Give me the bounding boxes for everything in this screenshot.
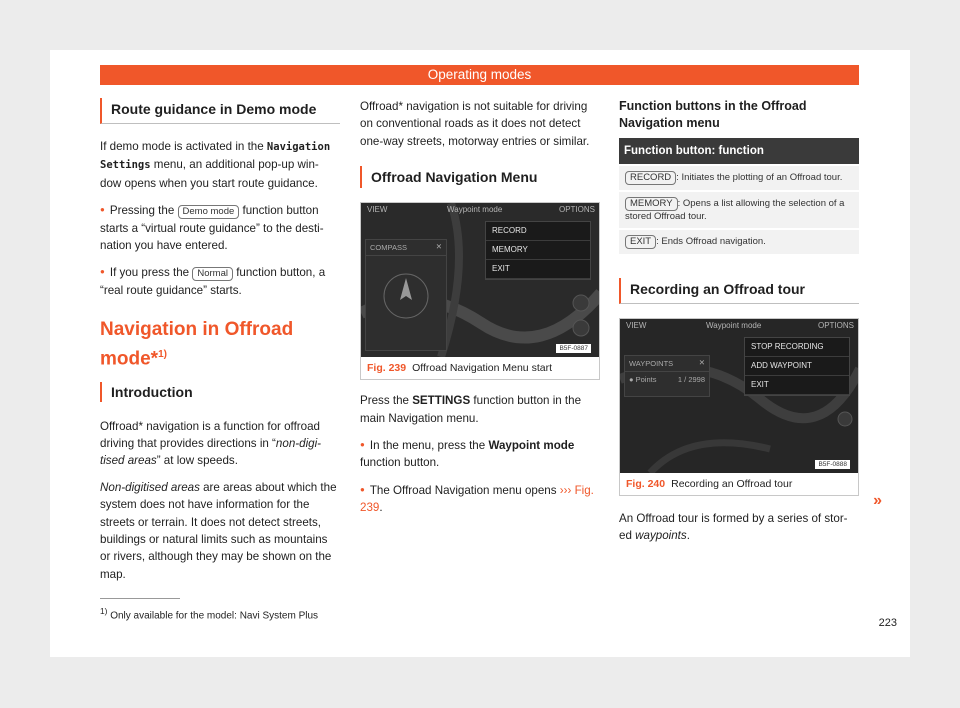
text: If demo mode is activated in the bbox=[100, 140, 267, 153]
column-left bbox=[100, 98, 340, 592]
points-row: ● Points 1 / 2998 bbox=[629, 375, 705, 384]
paragraph bbox=[100, 418, 340, 470]
bullet-item bbox=[100, 263, 340, 299]
text: function button, a “real route guidance” starts. bbox=[100, 266, 326, 297]
figure-caption bbox=[620, 473, 858, 495]
figure-link[interactable]: ››› Fig. 239 bbox=[360, 483, 594, 515]
caption-text: Recording an Offroad tour bbox=[671, 478, 793, 490]
text: . bbox=[686, 529, 690, 543]
demo-mode-key: Demo mode bbox=[178, 205, 240, 219]
footnote-ref: 1) bbox=[158, 349, 167, 361]
table-row bbox=[619, 192, 859, 228]
options-label: OPTIONS bbox=[558, 205, 595, 215]
points-count: 1 / 2998 bbox=[677, 375, 705, 384]
column-right bbox=[619, 98, 859, 554]
stop-recording-item: STOP RECORDING bbox=[745, 338, 849, 357]
waypoints-panel bbox=[624, 355, 710, 397]
text: Offroad* navigation is a function for offroad driving that provides directions in “ bbox=[100, 419, 320, 450]
footnote-text: Only available for the model: Navi System Plus bbox=[110, 610, 319, 622]
text: An Offroad tour is formed by a series of stor-ed bbox=[619, 512, 848, 543]
figure-caption bbox=[361, 357, 599, 379]
function-table bbox=[619, 138, 859, 254]
record-menu-item: RECORD bbox=[486, 222, 590, 241]
continued-marker: » bbox=[873, 492, 882, 509]
view-label: VIEW bbox=[626, 321, 647, 330]
italic-term: waypoints bbox=[635, 529, 687, 543]
image-code: B5F-0887 bbox=[556, 344, 591, 353]
italic-term: non-digi-tised areas bbox=[100, 436, 322, 468]
text: function button starts a “virtual route guidance” to the desti-nation you have entered. bbox=[100, 204, 324, 253]
screen-topbar bbox=[620, 319, 858, 333]
chapter-banner: Operating modes bbox=[100, 65, 859, 85]
image-code: B5F-0888 bbox=[815, 460, 850, 469]
text: Pressing the bbox=[109, 204, 178, 218]
text: are areas about which the system does not have information for the streets or terrain. It does not detect streets, buildings or natural limits such as mountains or rivers, although they may be shown on the map. bbox=[100, 480, 337, 581]
paragraph bbox=[360, 392, 600, 427]
close-icon: ✕ bbox=[698, 358, 705, 367]
panel-title: WAYPOINTS bbox=[625, 356, 709, 372]
mode-label: Waypoint mode bbox=[447, 205, 503, 215]
points-label: Points bbox=[635, 375, 657, 384]
function-buttons-heading: Function buttons in the Offroad Navigation menu bbox=[619, 99, 807, 130]
figure-240 bbox=[619, 318, 859, 496]
page-number: 223 bbox=[878, 617, 897, 629]
memory-key: MEMORY bbox=[625, 197, 678, 211]
exit-menu-item: EXIT bbox=[745, 376, 849, 395]
row-text: : Ends Offroad navigation. bbox=[656, 236, 766, 247]
normal-key: Normal bbox=[192, 267, 233, 281]
compass-panel bbox=[365, 239, 447, 351]
close-icon: ✕ bbox=[435, 242, 442, 252]
menu-reference: Navigation Settings bbox=[100, 141, 331, 172]
panel-title: COMPASS bbox=[366, 240, 446, 256]
column-middle bbox=[360, 98, 600, 526]
intro-heading: Introduction bbox=[100, 382, 340, 402]
figure-number: Fig. 240 bbox=[626, 478, 666, 490]
text: . bbox=[379, 501, 383, 515]
text: function button. bbox=[360, 456, 440, 470]
footnote-rule bbox=[100, 598, 180, 603]
table-header: Function button: function bbox=[619, 138, 859, 164]
mode-label: Waypoint mode bbox=[706, 321, 762, 330]
paragraph bbox=[100, 479, 340, 583]
section-heading-offroad-menu: Offroad Navigation Menu bbox=[360, 166, 600, 188]
view-label: VIEW bbox=[367, 205, 388, 215]
bullet-item bbox=[360, 481, 600, 517]
offroad-menu bbox=[485, 221, 591, 280]
paragraph bbox=[619, 510, 859, 545]
text: ” at low speeds. bbox=[156, 454, 238, 468]
table-row bbox=[619, 230, 859, 254]
text: If you press the bbox=[109, 266, 193, 280]
screen-topbar bbox=[361, 203, 599, 217]
settings-term: SETTINGS bbox=[412, 394, 471, 408]
exit-menu-item: EXIT bbox=[486, 260, 590, 279]
row-text: : Opens a list allowing the selection of a stored Offroad tour. bbox=[625, 198, 845, 222]
screenshot bbox=[620, 319, 858, 473]
text: The Offroad Navigation menu opens bbox=[369, 483, 560, 497]
paragraph bbox=[100, 138, 340, 192]
recording-menu bbox=[744, 337, 850, 396]
section-heading-demo: Route guidance in Demo mode bbox=[100, 98, 340, 124]
section-heading-recording: Recording an Offroad tour bbox=[619, 278, 859, 304]
italic-term: Non-digitised areas bbox=[100, 480, 200, 494]
screenshot bbox=[361, 203, 599, 357]
caption-text: Offroad Navigation Menu start bbox=[412, 362, 552, 375]
figure-239 bbox=[360, 202, 600, 380]
waypoint-mode-term: Waypoint mode bbox=[488, 439, 575, 453]
add-waypoint-item: ADD WAYPOINT bbox=[745, 357, 849, 376]
compass-icon bbox=[366, 256, 446, 336]
text: function button in the main Navigation menu. bbox=[360, 394, 582, 425]
memory-menu-item: MEMORY bbox=[486, 241, 590, 260]
row-text: : Initiates the plotting of an Offroad tour. bbox=[676, 172, 843, 183]
text: In the menu, press the bbox=[369, 439, 489, 453]
paragraph: Offroad* navigation is not suitable for driving on conventional roads as it does not detect one-way streets, motorway entries or similar. bbox=[360, 100, 590, 148]
footnote bbox=[100, 606, 318, 621]
text: menu, an additional pop-up win-dow opens when you start route guidance. bbox=[100, 158, 319, 190]
chapter-title bbox=[100, 317, 340, 371]
options-label: OPTIONS bbox=[817, 321, 854, 330]
footnote-mark: 1) bbox=[100, 606, 108, 616]
bullet-item bbox=[100, 201, 340, 254]
exit-key: EXIT bbox=[625, 235, 656, 249]
record-key: RECORD bbox=[625, 171, 676, 185]
text: Press the bbox=[360, 394, 413, 408]
figure-number: Fig. 239 bbox=[367, 362, 407, 375]
table-row bbox=[619, 166, 859, 190]
title-text: Navigation in Offroad mode* bbox=[100, 319, 294, 370]
bullet-item bbox=[360, 436, 600, 472]
